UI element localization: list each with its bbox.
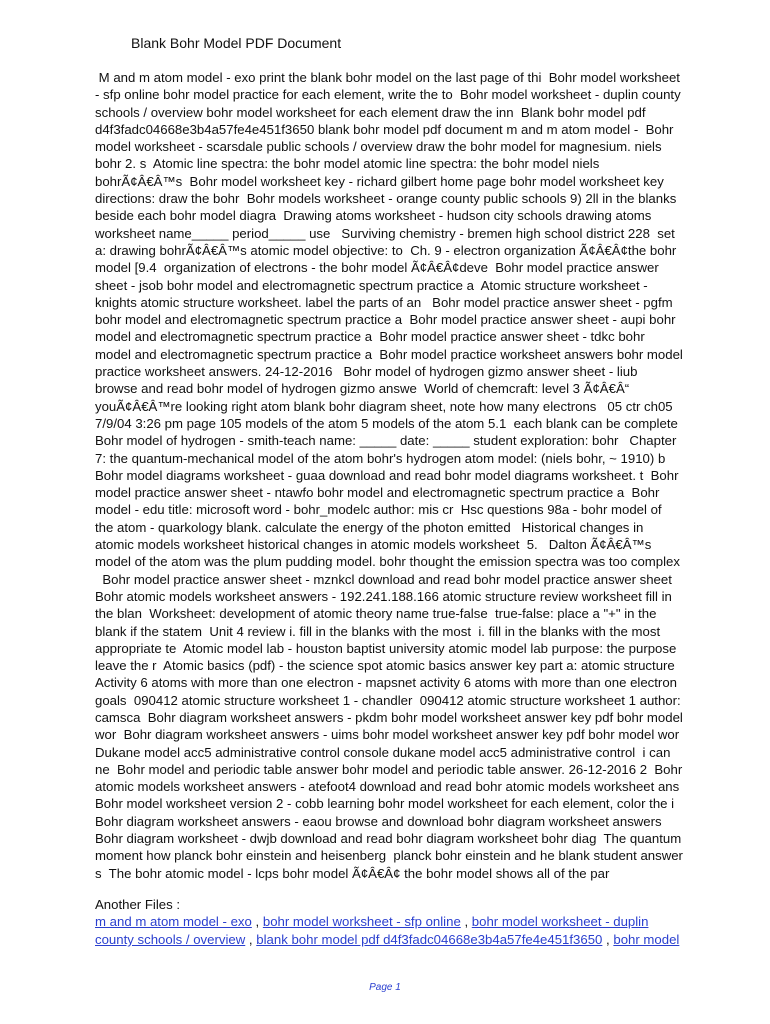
body-line: 7/9/04 3:26 pm page 105 models of the atom 5 models of the atom 5.1 each blank can be complete xyxy=(95,415,678,431)
body-line: s The bohr atomic model - lcps bohr model Ã¢Â€Â¢ the bohr model shows all of the par xyxy=(95,865,610,881)
document-title: Blank Bohr Model PDF Document xyxy=(131,35,342,51)
body-line: Bohr model worksheet version 2 - cobb learning bohr model worksheet for each element, color the i xyxy=(95,796,675,812)
body-line: appropriate te Atomic model lab - houston baptist university atomic model lab purpose: the purpose xyxy=(95,640,677,656)
body-line: Bohr model diagrams worksheet - guaa download and read bohr model diagrams worksheet. t Bohr xyxy=(95,467,679,483)
links-line xyxy=(95,913,745,931)
body-line: d4f3fadc04668e3b4a57fe4e451f3650 blank bohr model pdf document m and m atom model - Bohr xyxy=(95,121,674,137)
body-line: the atom - quarkology blank. calculate the energy of the photon emitted Historical changes in xyxy=(95,519,644,535)
body-line: M and m atom model - exo print the blank bohr model on the last page of thi Bohr model worksheet xyxy=(95,70,680,85)
body-line: wor Bohr diagram worksheet answers - uims bohr model worksheet answer key pdf bohr model wor xyxy=(95,727,680,743)
body-line: bohrÃ¢Â€Â™s Bohr model worksheet key - richard gilbert home page bohr model worksheet key xyxy=(95,173,664,189)
document-body xyxy=(95,69,745,882)
body-line: atomic models worksheet historical changes in atomic models worksheet 5. Dalton Ã¢Â€Â™s xyxy=(95,537,652,553)
file-link-blank-bohr-model-pdf[interactable]: blank bohr model pdf d4f3fadc04668e3b4a57fe4e451f3650 xyxy=(256,932,603,947)
another-files-links xyxy=(95,913,745,949)
another-files-heading: Another Files : xyxy=(95,897,181,912)
body-line: Activity 6 atoms with more than one electron - mapsnet activity 6 atoms with more than one electron xyxy=(95,675,677,691)
body-line: worksheet name_____ period_____ use Surviving chemistry - bremen high school district 228 set xyxy=(95,225,675,241)
body-line: knights atomic structure worksheet. label the parts of an Bohr model practice answer sheet - pgfm xyxy=(95,294,673,310)
body-line: camsca Bohr diagram worksheet answers - pkdm bohr model worksheet answer key pdf bohr model xyxy=(95,709,683,725)
file-link-bohr-worksheet-sfp[interactable]: bohr model worksheet - sfp online xyxy=(262,914,461,929)
body-line: Dukane model acc5 administrative control console dukane model acc5 administrative control i can xyxy=(95,744,671,760)
body-line: Bohr model of hydrogen - smith-teach name: _____ date: _____ student exploration: bohr Chapter xyxy=(95,433,677,449)
body-line: browse and read bohr model of hydrogen gizmo answe World of chemcraft: level 3 Ã¢Â€Â“ xyxy=(95,381,630,397)
file-link-bohr-worksheet-duplin-cont[interactable]: county schools / overview xyxy=(95,932,246,947)
link-separator: , xyxy=(245,932,257,947)
body-line: model [9.4 organization of electrons - the bohr model Ã¢Â€Â¢deve Bohr model practice answer xyxy=(95,260,659,276)
body-line: bohr 2. s Atomic line spectra: the bohr model atomic line spectra: the bohr model niels xyxy=(95,156,600,172)
body-line: youÃ¢Â€Â™re looking right atom blank bohr diagram sheet, note how many electrons 05 ctr ch05 xyxy=(95,398,673,414)
file-link-bohr-model[interactable]: bohr model xyxy=(613,932,680,947)
body-line: directions: draw the bohr Bohr models worksheet - orange county public schools 9) 2ll in the blanks xyxy=(95,191,677,207)
body-line: moment how planck bohr einstein and heisenberg planck bohr einstein and he blank student answer xyxy=(95,848,683,864)
body-line: a: drawing bohrÃ¢Â€Â™s atomic model objective: to Ch. 9 - electron organization Ã¢Â€Â¢the bohr xyxy=(95,242,677,258)
body-line: model practice answer sheet - ntawfo bohr model and electromagnetic spectrum practice a Bohr xyxy=(95,485,660,501)
body-line: model of the atom was the plum pudding model. bohr thought the emission spectra was too complex xyxy=(95,554,680,570)
body-line: goals 090412 atomic structure worksheet 1 - chandler 090412 atomic structure worksheet 1 author: xyxy=(95,692,681,708)
body-line: practice worksheet answers. 24-12-2016 Bohr model of hydrogen gizmo answer sheet - liub xyxy=(95,364,638,380)
body-line: schools / overview bohr model worksheet for each element draw the inn Blank bohr model pdf xyxy=(95,104,646,120)
file-link-bohr-worksheet-duplin[interactable]: bohr model worksheet - duplin xyxy=(471,914,649,929)
body-line: model and electromagnetic spectrum practice a Bohr model practice answer sheet - tdkc bohr xyxy=(95,329,645,345)
body-line: sheet - jsob bohr model and electromagnetic spectrum practice a Atomic structure worksheet - xyxy=(95,277,648,293)
body-line: model - edu title: microsoft word - bohr_modelc author: mis cr Hsc questions 98a - bohr model of xyxy=(95,502,662,518)
body-line: - sfp online bohr model practice for each element, write the to Bohr model worksheet - duplin county xyxy=(95,87,681,103)
body-line: the blan Worksheet: development of atomic theory name true-false true-false: place a "+" in the xyxy=(95,606,657,622)
link-separator: , xyxy=(602,932,614,947)
body-line: beside each bohr model diagra Drawing atoms worksheet - hudson city schools drawing atoms xyxy=(95,208,652,224)
body-line: blank if the statem Unit 4 review i. fill in the blanks with the most i. fill in the blanks with the most xyxy=(95,623,661,639)
body-line: Bohr atomic models worksheet answers - 192.241.188.166 atomic structure review worksheet fill in xyxy=(95,588,672,604)
page-number: Page 1 xyxy=(369,982,401,993)
body-line: bohr model and electromagnetic spectrum practice a Bohr model practice answer sheet - aupi bohr xyxy=(95,312,676,328)
body-line: Bohr diagram worksheet answers - eaou browse and download bohr diagram worksheet answers xyxy=(95,813,662,829)
body-line: Bohr model practice answer sheet - mznkcl download and read bohr model practice answer sheet xyxy=(95,571,672,587)
body-line: 7: the quantum-mechanical model of the atom bohr's hydrogen atom model: (niels bohr, ~ 1910) b xyxy=(95,450,666,466)
links-line xyxy=(95,931,745,949)
file-link-m-and-m-atom-model[interactable]: m and m atom model - exo xyxy=(95,914,252,929)
link-separator: , xyxy=(460,914,472,929)
body-line: leave the r Atomic basics (pdf) - the science spot atomic basics answer key part a: atomic structure xyxy=(95,658,675,674)
body-line: model and electromagnetic spectrum practice a Bohr model practice worksheet answers bohr model xyxy=(95,346,683,362)
link-separator: , xyxy=(251,914,263,929)
body-line: Bohr diagram worksheet - dwjb download and read bohr diagram worksheet bohr diag The quantum xyxy=(95,831,682,847)
body-line: ne Bohr model and periodic table answer bohr model and periodic table answer. 26-12-2016 2 Bohr xyxy=(95,761,683,777)
body-line: model worksheet - scarsdale public schools / overview draw the bohr model for magnesium. niels xyxy=(95,139,662,155)
body-line: atomic models worksheet answers - atefoot4 download and read bohr atomic models worksheet ans xyxy=(95,779,680,795)
